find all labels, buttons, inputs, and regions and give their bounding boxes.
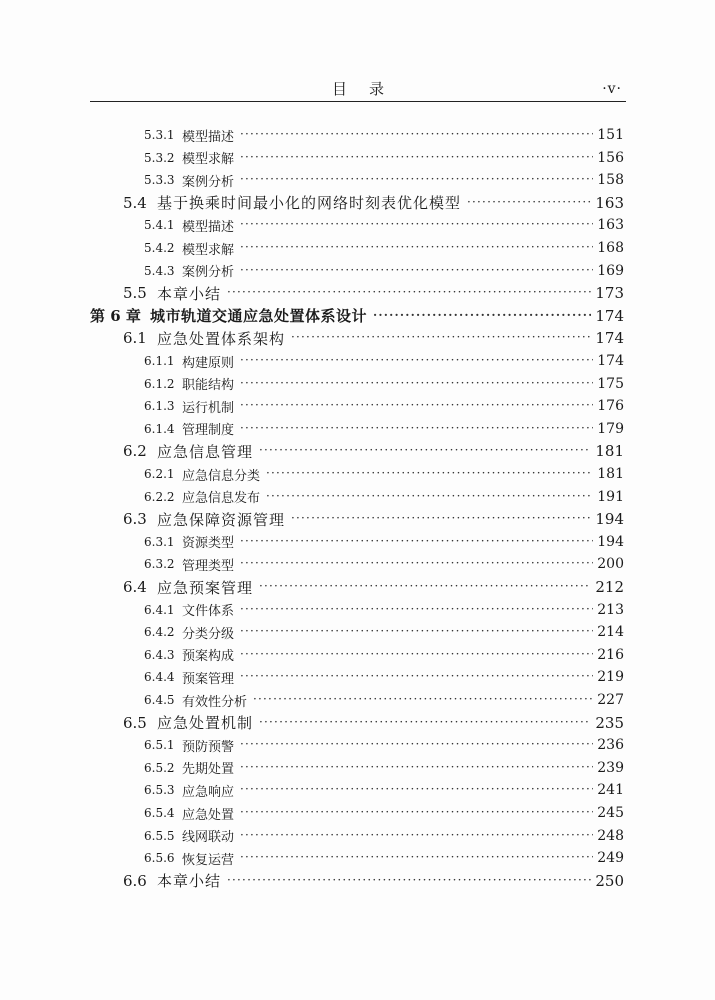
toc-entry-number: 6.5.4 xyxy=(144,806,175,820)
toc-subsection-entry[interactable] xyxy=(144,666,624,688)
toc-leader-dots xyxy=(240,734,593,756)
toc-entry-number: 6.4 xyxy=(123,578,147,596)
toc-section-entry[interactable] xyxy=(123,508,624,530)
toc-entry-number: 6.3 xyxy=(123,510,147,529)
toc-entry-title: 预案构成 xyxy=(182,649,235,665)
toc-entry-page: 158 xyxy=(597,172,624,189)
toc-leader-dots xyxy=(240,418,593,440)
toc-entry-page: 174 xyxy=(595,329,624,348)
toc-entry-page: 176 xyxy=(597,398,624,415)
toc-entry-title: 模型描述 xyxy=(182,129,235,145)
toc-section-entry[interactable] xyxy=(123,712,624,734)
toc-leader-dots xyxy=(291,508,591,530)
toc-entry-title: 应急信息分类 xyxy=(182,468,261,484)
toc-entry-title: 文件体系 xyxy=(182,604,235,620)
toc-section-entry[interactable] xyxy=(123,440,624,462)
toc-entry-page: 181 xyxy=(597,466,624,482)
toc-leader-dots xyxy=(227,282,591,304)
toc-entry-number: 6.1.4 xyxy=(144,421,175,436)
toc-subsection-entry[interactable] xyxy=(144,147,624,169)
toc-entry-number: 6.4.3 xyxy=(144,647,175,662)
toc-leader-dots xyxy=(240,802,593,824)
toc-subsection-entry[interactable] xyxy=(144,486,624,508)
toc-entry-page: 194 xyxy=(597,533,624,550)
toc-subsection-entry[interactable] xyxy=(144,621,624,643)
toc-subsection-entry[interactable] xyxy=(144,214,624,236)
toc-entry-page: 250 xyxy=(595,871,624,890)
toc-leader-dots xyxy=(240,847,593,869)
toc-entry-page: 214 xyxy=(597,624,624,641)
toc-entry-title: 有效性分析 xyxy=(182,694,248,710)
toc-entry-number: 6.1.3 xyxy=(144,399,175,414)
toc-entry-title: 模型描述 xyxy=(182,219,235,235)
toc-entry-number: 6.1 xyxy=(123,329,147,348)
toc-entry-number: 6.2.1 xyxy=(144,467,175,481)
toc-subsection-entry[interactable] xyxy=(144,689,624,711)
toc-subsection-entry[interactable] xyxy=(144,779,624,801)
toc-section-entry[interactable] xyxy=(123,576,624,598)
toc-entry-page: 151 xyxy=(597,127,624,143)
toc-entry-title: 案例分析 xyxy=(182,174,235,190)
toc-entry-page: 200 xyxy=(597,556,624,573)
toc-subsection-entry[interactable] xyxy=(144,124,624,146)
toc-subsection-entry[interactable] xyxy=(144,599,624,621)
header-rule xyxy=(90,101,626,102)
toc-section-entry[interactable] xyxy=(123,192,624,214)
toc-subsection-entry[interactable] xyxy=(144,463,624,485)
toc-leader-dots xyxy=(240,553,593,575)
toc-entry-number: 5.4.3 xyxy=(144,263,175,278)
toc-leader-dots xyxy=(373,305,591,327)
toc-entry-number: 6.4.5 xyxy=(144,693,175,707)
toc-entry-page: 179 xyxy=(597,420,624,437)
toc-section-entry[interactable] xyxy=(123,282,624,304)
toc-entry-number: 5.4.2 xyxy=(144,241,175,255)
toc-entry-number: 5.3.2 xyxy=(144,150,175,165)
toc-entry-page: 168 xyxy=(597,240,624,256)
toc-entry-title: 恢复运营 xyxy=(182,852,235,868)
toc-entry-page: 216 xyxy=(597,646,624,663)
toc-entry-title: 预案管理 xyxy=(182,671,235,687)
toc-leader-dots xyxy=(259,576,591,598)
toc-entry-title: 本章小结 xyxy=(157,872,222,891)
toc-entry-page: 241 xyxy=(597,782,624,799)
toc-leader-dots xyxy=(240,214,593,236)
toc-leader-dots xyxy=(240,169,593,191)
toc-entry-number: 6.6 xyxy=(123,871,147,890)
toc-leader-dots xyxy=(266,486,593,508)
toc-entry-title: 本章小结 xyxy=(157,284,222,303)
toc-entry-title: 管理类型 xyxy=(182,558,235,574)
toc-entry-number: 6.2.2 xyxy=(144,489,175,504)
toc-entry-title: 先期处置 xyxy=(182,762,235,778)
toc-subsection-entry[interactable] xyxy=(144,757,624,779)
toc-subsection-entry[interactable] xyxy=(144,260,624,282)
toc-subsection-entry[interactable] xyxy=(144,531,624,553)
toc-leader-dots xyxy=(240,757,593,779)
toc-entry-title: 应急信息发布 xyxy=(182,491,261,507)
toc-entry-page: 212 xyxy=(595,578,624,596)
toc-entry-title: 预防预警 xyxy=(182,739,235,755)
toc-entry-page: 163 xyxy=(595,193,624,212)
toc-entry-title: 应急预案管理 xyxy=(157,578,254,597)
toc-leader-dots xyxy=(240,825,593,847)
toc-entry-number: 6.4.2 xyxy=(144,625,175,640)
toc-entry-page: 173 xyxy=(595,284,624,303)
toc-entry-number: 6.5.6 xyxy=(144,851,175,866)
toc-entry-page: 236 xyxy=(597,737,624,754)
toc-subsection-entry[interactable] xyxy=(144,825,624,847)
toc-entry-page: 156 xyxy=(597,149,624,166)
toc-entry-title: 应急信息管理 xyxy=(157,442,254,461)
toc-leader-dots xyxy=(240,237,593,259)
toc-entry-page: 169 xyxy=(597,262,624,279)
toc-entry-title: 基于换乘时间最小化的网络时刻表优化模型 xyxy=(157,194,462,213)
toc-entry-number: 5.5 xyxy=(123,284,147,303)
toc-entry-title: 线网联动 xyxy=(182,830,235,846)
toc-leader-dots xyxy=(240,260,593,282)
toc-entry-number: 6.3.1 xyxy=(144,534,175,549)
toc-leader-dots xyxy=(240,395,593,417)
running-header xyxy=(90,79,626,101)
toc-entry-number: 6.4.4 xyxy=(144,670,175,685)
toc-entry-title: 职能结构 xyxy=(182,378,235,394)
toc-entry-page: 219 xyxy=(597,669,624,686)
toc-entry-page: 174 xyxy=(597,353,624,369)
toc-chapter-entry[interactable] xyxy=(90,305,624,327)
toc-entry-number: 6.2 xyxy=(123,442,147,461)
toc-leader-dots xyxy=(259,440,591,462)
toc-entry-number: 6.5.1 xyxy=(144,738,175,753)
toc-entry-number: 6.5.3 xyxy=(144,783,175,798)
toc-entry-title: 应急响应 xyxy=(182,784,235,800)
toc-leader-dots xyxy=(253,689,593,711)
toc-subsection-entry[interactable] xyxy=(144,644,624,666)
toc-entry-title: 运行机制 xyxy=(182,400,235,416)
toc-entry-page: 245 xyxy=(597,805,624,821)
toc-entry-number: 6.5 xyxy=(123,713,147,732)
toc-subsection-entry[interactable] xyxy=(144,395,624,417)
toc-subsection-entry[interactable] xyxy=(144,237,624,259)
toc-entry-number: 5.3.3 xyxy=(144,173,175,188)
toc-leader-dots xyxy=(240,531,593,553)
toc-section-entry[interactable] xyxy=(123,870,624,892)
toc-leader-dots xyxy=(240,350,593,372)
toc-leader-dots xyxy=(467,192,591,214)
toc-subsection-entry[interactable] xyxy=(144,169,624,191)
toc-entry-title: 资源类型 xyxy=(182,536,235,552)
toc-entry-number: 第 6 章 xyxy=(90,307,141,326)
toc-entry-title: 模型求解 xyxy=(182,242,235,258)
toc-entry-title: 模型求解 xyxy=(182,152,235,168)
toc-entry-number: 5.3.1 xyxy=(144,128,175,142)
toc-leader-dots xyxy=(259,712,591,734)
toc-leader-dots xyxy=(240,644,593,666)
toc-entry-number: 5.4 xyxy=(123,193,147,212)
toc-entry-number: 6.5.2 xyxy=(144,760,175,775)
toc-entry-number: 6.3.2 xyxy=(144,557,175,572)
toc-entry-title: 应急保障资源管理 xyxy=(157,510,286,529)
toc-subsection-entry[interactable] xyxy=(144,373,624,395)
toc-leader-dots xyxy=(240,599,593,621)
toc-entry-title: 构建原则 xyxy=(182,355,235,371)
header-title: 目录 xyxy=(331,80,406,98)
toc-subsection-entry[interactable] xyxy=(144,553,624,575)
toc-leader-dots xyxy=(227,870,591,892)
toc-entry-number: 5.4.1 xyxy=(144,218,175,233)
toc-subsection-entry[interactable] xyxy=(144,350,624,372)
toc-leader-dots xyxy=(291,327,591,349)
toc-section-entry[interactable] xyxy=(123,327,624,349)
toc-entry-number: 6.1.2 xyxy=(144,376,175,391)
toc-leader-dots xyxy=(266,463,593,485)
toc-entry-page: 248 xyxy=(597,827,624,844)
toc-entry-page: 227 xyxy=(597,692,624,708)
toc-entry-number: 6.4.1 xyxy=(144,602,175,617)
toc-entry-page: 163 xyxy=(597,217,624,234)
toc-subsection-entry[interactable] xyxy=(144,418,624,440)
toc-leader-dots xyxy=(240,621,593,643)
toc-entry-page: 174 xyxy=(595,306,624,325)
toc-entry-page: 175 xyxy=(597,375,624,392)
toc-entry-title: 应急处置体系架构 xyxy=(157,329,286,348)
toc-leader-dots xyxy=(240,147,593,169)
toc-leader-dots xyxy=(240,666,593,688)
toc-entry-page: 181 xyxy=(595,442,624,461)
toc-entry-page: 194 xyxy=(595,510,624,529)
toc-entry-page: 235 xyxy=(595,713,624,732)
toc-entry-title: 城市轨道交通应急处置体系设计 xyxy=(150,307,368,326)
toc-leader-dots xyxy=(240,373,593,395)
toc-entry-title: 管理制度 xyxy=(182,423,235,439)
toc-subsection-entry[interactable] xyxy=(144,802,624,824)
toc-entry-title: 分类分级 xyxy=(182,626,235,642)
toc-leader-dots xyxy=(240,779,593,801)
toc-leader-dots xyxy=(240,124,593,146)
toc-entry-title: 应急处置机制 xyxy=(157,714,254,733)
toc-entry-number: 6.1.1 xyxy=(144,354,175,368)
toc-entry-page: 239 xyxy=(597,759,624,776)
toc-entry-page: 191 xyxy=(597,488,624,505)
toc-entry-number: 6.5.5 xyxy=(144,828,175,843)
toc-entry-title: 案例分析 xyxy=(182,265,235,281)
toc-entry-title: 应急处置 xyxy=(182,807,235,823)
toc-subsection-entry[interactable] xyxy=(144,734,624,756)
header-page-number: ·v· xyxy=(602,81,622,97)
toc-subsection-entry[interactable] xyxy=(144,847,624,869)
toc-entry-page: 249 xyxy=(597,850,624,867)
toc-entry-page: 213 xyxy=(597,601,624,618)
